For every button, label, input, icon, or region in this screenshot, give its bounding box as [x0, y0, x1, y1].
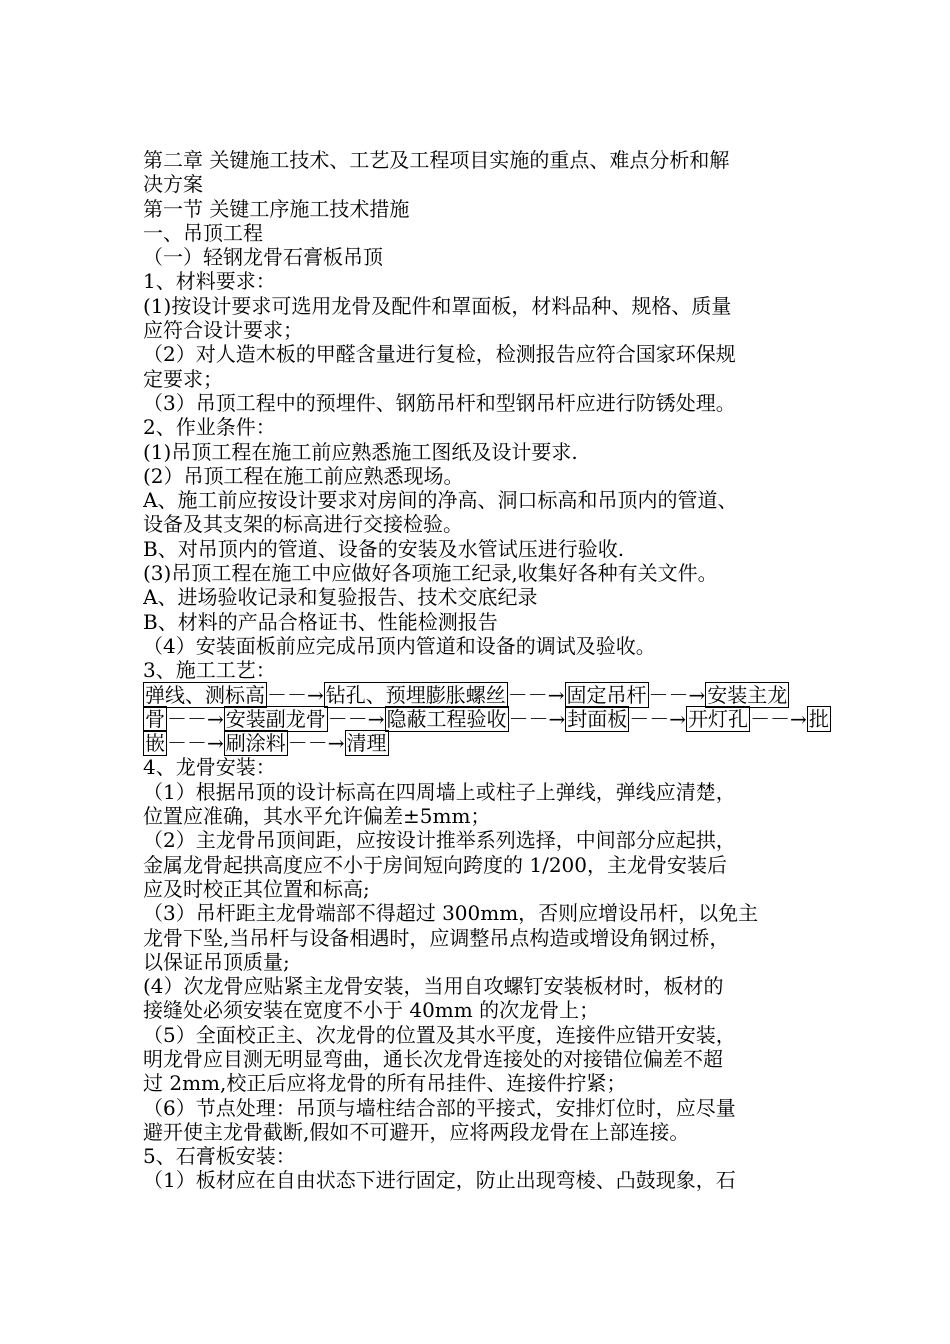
- flow-arrow: －－→: [327, 706, 385, 731]
- process-flow-line: [143, 731, 808, 755]
- process-flow-line: [143, 706, 829, 731]
- text-line: 应符合设计要求；: [143, 318, 303, 343]
- text-line: （一）轻钢龙骨石膏板吊顶: [143, 245, 383, 270]
- text-line: 1、材料要求：: [143, 269, 276, 294]
- flow-arrow: －－→: [287, 731, 345, 756]
- flow-arrow: －－→: [629, 706, 687, 731]
- flow-step-box: 安装副龙骨: [225, 706, 326, 731]
- text-line: 定要求；: [143, 366, 223, 391]
- text-line: A、进场验收记录和复验报告、技术交底纪录: [143, 585, 538, 610]
- flow-arrow: －－→: [167, 706, 224, 731]
- process-flow-line: [143, 683, 808, 707]
- flow-arrow: －－→: [508, 706, 566, 731]
- text-line: 设备及其支架的标高进行交接检验。: [143, 512, 463, 537]
- text-line: 5、石膏板安装：: [143, 1144, 296, 1169]
- text-line: B、材料的产品合格证书、性能检测报告: [143, 609, 498, 634]
- flow-step-box: 骨: [145, 706, 165, 731]
- text-line: （4）安装面板前应完成吊顶内管道和设备的调试及验收。: [143, 633, 656, 658]
- text-line: 第一节 关键工序施工技术措施: [143, 196, 410, 221]
- flow-step-box: 封面板: [567, 706, 628, 731]
- text-line: （2）对人造木板的甲醛含量进行复检，检测报告应符合国家环保规: [143, 342, 736, 367]
- flow-arrow: －－→: [750, 706, 807, 731]
- flow-step-box: 安装主龙: [707, 682, 788, 707]
- text-line: 明龙骨应目测无明显弯曲，通长次龙骨连接处的对接错位偏差不超: [143, 1046, 723, 1071]
- text-line: (2）吊顶工程在施工前应熟悉现场。: [143, 463, 464, 488]
- text-line: (1)按设计要求可选用龙骨及配件和罩面板，材料品种、规格、质量: [143, 293, 732, 318]
- process-flow: [143, 682, 829, 756]
- flow-step-box: 开灯孔: [688, 706, 749, 731]
- flow-step-box: 批: [808, 706, 829, 731]
- text-line: （1）板材应在自由状态下进行固定，防止出现弯棱、凸鼓现象，石: [143, 1168, 736, 1193]
- text-line: 一、吊顶工程: [143, 220, 263, 245]
- text-line: （5）全面校正主、次龙骨的位置及其水平度，连接件应错开安装，: [143, 1022, 736, 1047]
- text-line: 决方案: [143, 172, 203, 197]
- flow-step-box: 固定吊杆: [566, 682, 647, 707]
- text-line: 以保证吊顶质量;: [143, 949, 290, 974]
- flow-step-box: 刷涂料: [225, 731, 286, 756]
- text-line: （1）根据吊顶的设计标高在四周墙上或柱子上弹线，弹线应清楚，: [143, 779, 736, 804]
- text-line: 第二章 关键施工技术、工艺及工程项目实施的重点、难点分析和解: [143, 148, 730, 172]
- text-line: (3)吊顶工程在施工中应做好各项施工纪录,收集好各种有关文件。: [143, 561, 718, 586]
- text-line: 应及时校正其位置和标高;: [143, 876, 370, 901]
- flow-arrow: －－→: [167, 731, 224, 756]
- flow-step-box: 弹线、测标高: [145, 682, 265, 707]
- text-line: B、对吊顶内的管道、设备的安装及水管试压进行验收.: [143, 536, 625, 561]
- text-line: 金属龙骨起拱高度应不小于房间短向跨度的 1/200，主龙骨安装后: [143, 852, 727, 877]
- flow-step-box: 嵌: [145, 731, 165, 756]
- document-page: [143, 148, 829, 1193]
- text-line: 4、龙骨安装：: [143, 755, 276, 780]
- text-line: A、施工前应按设计要求对房间的净高、洞口标高和吊顶内的管道、: [143, 488, 738, 513]
- flow-step-box: 隐蔽工程验收: [386, 706, 507, 731]
- document-body-part-1: [143, 148, 808, 683]
- text-line: 3、施工工艺：: [143, 658, 276, 683]
- flow-arrow: －－→: [507, 682, 565, 707]
- flow-arrow: －－→: [267, 682, 324, 707]
- flow-step-box: 清理: [346, 731, 387, 756]
- text-line: 避开使主龙骨截断,假如不可避开，应将两段龙骨在上部连接。: [143, 1119, 690, 1144]
- text-line: （6）节点处理：吊顶与墙柱结合部的平接式，安排灯位时，应尽量: [143, 1095, 736, 1120]
- text-line: 接缝处必须安装在宽度不小于 40mm 的次龙骨上；: [143, 998, 600, 1023]
- text-line: (1)吊顶工程在施工前应熟悉施工图纸及设计要求.: [143, 439, 578, 464]
- text-line: （2）主龙骨吊顶间距，应按设计推举系列选择，中间部分应起拱，: [143, 828, 736, 853]
- text-line: 过 2mm,校正后应将龙骨的所有吊挂件、连接件拧紧；: [143, 1071, 627, 1096]
- document-body-part-2: [143, 755, 808, 1192]
- text-line: （3）吊顶工程中的预埋件、钢筋吊杆和型钢吊杆应进行防锈处理。: [143, 390, 736, 415]
- text-line: （3）吊杆距主龙骨端部不得超过 300mm，否则应增设吊杆，以免主: [143, 901, 759, 926]
- flow-step-box: 钻孔、预埋膨胀螺丝: [325, 682, 506, 707]
- text-line: (4）次龙骨应贴紧主龙骨安装，当用自攻螺钉安装板材时，板材的: [143, 974, 724, 999]
- text-line: 位置应准确，其水平允许偏差±5mm；: [143, 804, 491, 829]
- flow-arrow: －－→: [648, 682, 706, 707]
- text-line: 2、作业条件：: [143, 415, 276, 440]
- text-line: 龙骨下坠,当吊杆与设备相遇时，应调整吊点构造或增设角钢过桥，: [143, 925, 730, 950]
